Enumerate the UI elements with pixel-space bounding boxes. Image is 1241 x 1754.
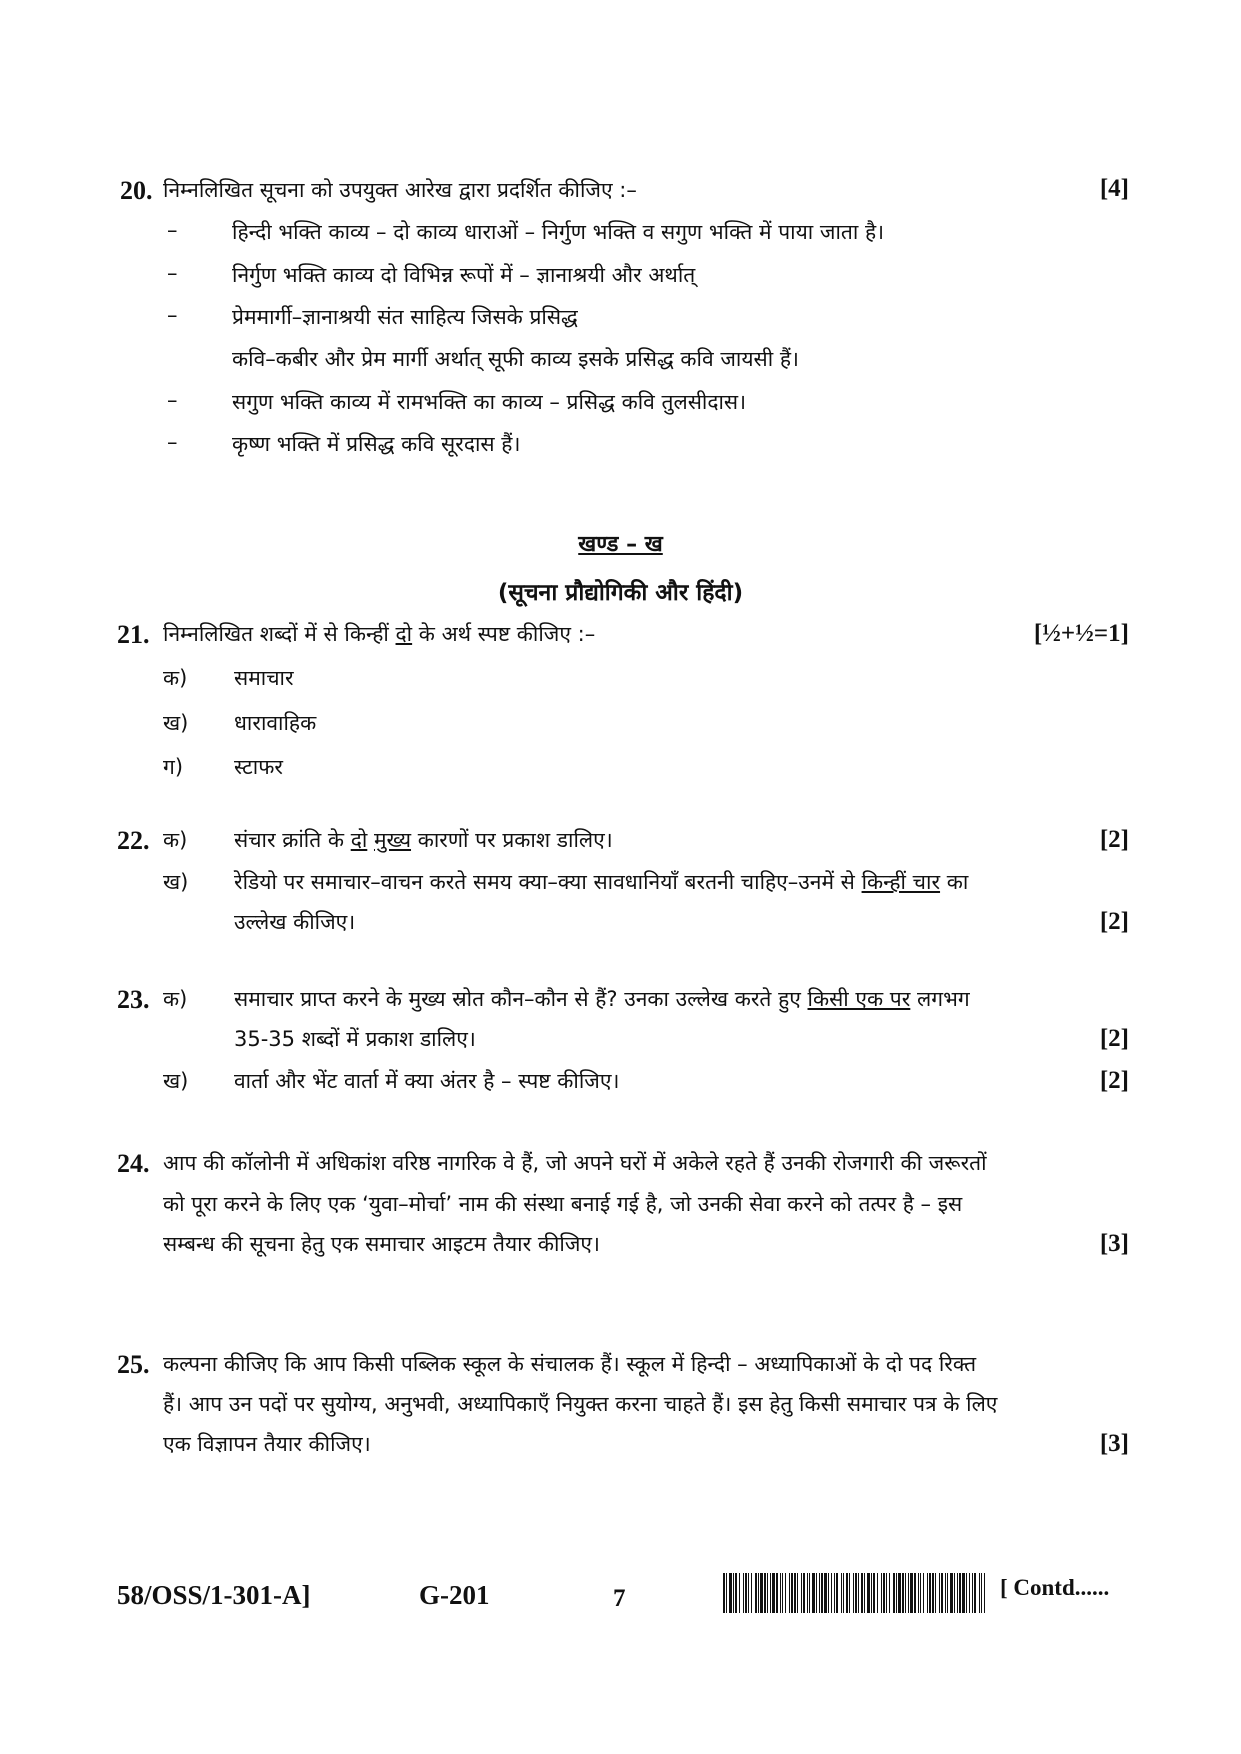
barcode-bar [735,1573,737,1613]
question-text-continued: हैं। आप उन पदों पर सुयोग्य, अनुभवी, अध्यापिकाएँ नियुक्त करना चाहते हैं। इस हेतु किसी समाचार पत्र के लिए [163,1392,998,1416]
question-marks: [½+½=1] [1033,620,1129,647]
question-text: निम्नलिखित शब्दों में से किन्हीं दो के अर्थ स्पष्ट कीजिए :– [163,622,596,646]
barcode-bar [764,1573,766,1613]
barcode-bar [858,1573,859,1613]
barcode-bar [877,1573,878,1613]
barcode-bar [770,1573,771,1613]
barcode-bar [776,1573,778,1613]
question-marks: [4] [1099,175,1129,202]
barcode-bar [785,1573,786,1613]
barcode-bar [760,1573,763,1613]
barcode-bar [881,1573,882,1613]
part-marks: [2] [1099,908,1129,935]
barcode-bar [923,1573,924,1613]
barcode-bar [824,1573,827,1613]
part-text-continued: 35-35 शब्दों में प्रकाश डालिए। [234,1027,476,1051]
barcode-bar [945,1573,946,1613]
page-number: 7 [613,1585,626,1612]
question-number: 20. [120,176,153,205]
barcode-bar [932,1573,934,1613]
barcode-bar [809,1573,810,1613]
barcode-bar [864,1573,865,1613]
question-number: 25. [117,1350,150,1379]
barcode-bar [816,1573,817,1613]
barcode-bar [929,1573,931,1613]
part-label: ख) [163,870,189,894]
barcode-bar [871,1573,872,1613]
bullet-point: हिन्दी भक्ति काव्य – दो काव्य धाराओं – निर्गुण भक्ति व सगुण भक्ति में पाया जाता है। [232,220,885,244]
option-text: स्टाफर [234,755,283,779]
barcode-bar [889,1573,890,1613]
barcode-bar [918,1573,919,1613]
barcode-bar [939,1573,940,1613]
barcode-bar [821,1573,823,1613]
barcode-bar [812,1573,815,1613]
barcode-bar [873,1573,875,1613]
bullet-dash: – [167,303,178,327]
barcode-bar [751,1573,752,1613]
barcode-bar [972,1573,973,1613]
barcode-bar [846,1573,848,1613]
option-text: समाचार [234,666,294,690]
part-text: वार्ता और भेंट वार्ता में क्या अंतर है – स्पष्ट कीजिए। [234,1069,620,1093]
barcode-bar [962,1573,965,1613]
bullet-dash: – [167,430,178,454]
barcode-image [723,1573,985,1613]
barcode-bar [947,1573,948,1613]
barcode-bar [772,1573,775,1613]
question-number: 21. [117,620,150,649]
barcode-bar [743,1573,744,1613]
barcode-bar [843,1573,844,1613]
question-marks: [3] [1099,1430,1129,1457]
question-number: 24. [117,1149,150,1178]
barcode-bar [831,1573,832,1613]
barcode-bar [780,1573,781,1613]
barcode-bar [886,1573,887,1613]
part-text-continued: उल्लेख कीजिए। [234,910,356,934]
barcode-bar [896,1573,897,1613]
barcode-bar [828,1573,829,1613]
question-text-continued: एक विज्ञापन तैयार कीजिए। [163,1432,371,1456]
barcode-bar [849,1573,850,1613]
barcode-bar [927,1573,928,1613]
question-text-continued: सम्बन्ध की सूचना हेतु एक समाचार आइटम तैयार कीजिए। [163,1232,601,1256]
barcode-bar [791,1573,793,1613]
question-marks: [3] [1099,1230,1129,1257]
barcode-bar [867,1573,870,1613]
barcode-bar [803,1573,805,1613]
barcode-bar [935,1573,936,1613]
option-text: धारावाहिक [234,711,317,735]
part-marks: [2] [1099,1067,1129,1094]
barcode-bar [733,1573,734,1613]
bullet-dash: – [167,218,178,242]
part-text: समाचार प्राप्त करने के मुख्य स्रोत कौन–कौन से हैं? उनका उल्लेख करते हुए किसी एक पर लगभग [234,987,970,1011]
barcode-bar [974,1573,976,1613]
bullet-point: प्रेममार्गी–ज्ञानाश्रयी संत साहित्य जिसके प्रसिद्ध [232,305,578,329]
barcode-bar [950,1573,953,1613]
barcode-bar [739,1573,740,1613]
barcode-bar [836,1573,838,1613]
barcode-bar [855,1573,857,1613]
part-text: रेडियो पर समाचार–वाचन करते समय क्या–क्या सावधानियाँ बरतनी चाहिए–उनमें से किन्हीं चार का [234,870,969,894]
barcode-bar [726,1573,727,1613]
barcode-bar [920,1573,921,1613]
barcode-bar [723,1573,725,1613]
barcode-bar [966,1573,967,1613]
barcode-bar [957,1573,958,1613]
paper-code: 58/OSS/1-301-A] [117,1580,311,1610]
barcode-bar [981,1573,982,1613]
continued-label: [ Contd...... [1000,1575,1110,1600]
bullet-dash: – [167,261,178,285]
option-label: ख) [163,711,189,735]
barcode-bar [979,1573,980,1613]
part-marks: [2] [1099,826,1129,853]
barcode-bar [801,1573,802,1613]
section-title: खण्ड – ख [578,532,663,557]
barcode-bar [834,1573,835,1613]
barcode-bar [853,1573,854,1613]
barcode-bar [767,1573,768,1613]
barcode-bar [782,1573,783,1613]
barcode-bar [908,1573,909,1613]
barcode-bar [893,1573,895,1613]
paper-series: G-201 [419,1580,490,1610]
barcode-bar [745,1573,747,1613]
question-number: 23. [117,985,150,1014]
question-text: निम्नलिखित सूचना को उपयुक्त आरेख द्वारा प्रदर्शित कीजिए :– [163,178,637,202]
part-marks: [2] [1099,1025,1129,1052]
barcode-bar [954,1573,955,1613]
option-label: ग) [163,755,184,779]
barcode-bar [910,1573,913,1613]
barcode-bar [807,1573,808,1613]
barcode-bar [748,1573,749,1613]
barcode-bar [794,1573,796,1613]
part-label: ख) [163,1069,189,1093]
bullet-point: कृष्ण भक्ति में प्रसिद्ध कवि सूरदास हैं। [232,432,521,456]
part-label: क) [163,987,188,1011]
bullet-point: सगुण भक्ति काव्य में रामभक्ति का काव्य – प्रसिद्ध कवि तुलसीदास। [232,390,747,414]
barcode-bar [959,1573,961,1613]
barcode-bar [905,1573,906,1613]
barcode-bar [914,1573,916,1613]
question-number: 22. [117,826,150,855]
barcode-bar [861,1573,863,1613]
option-label: क) [163,666,188,690]
barcode-bar [898,1573,901,1613]
part-text: संचार क्रांति के दो मुख्य कारणों पर प्रकाश डालिए। [234,828,613,852]
barcode-bar [841,1573,842,1613]
bullet-point: निर्गुण भक्ति काव्य दो विभिन्न रूपों में – ज्ञानाश्रयी और अर्थात् [232,263,696,287]
question-text: कल्पना कीजिए कि आप किसी पब्लिक स्कूल के संचालक हैं। स्कूल में हिन्दी – अध्यापिकाओं के दो पद रिक्त [163,1352,977,1376]
barcode-bar [789,1573,790,1613]
barcode-bar [819,1573,820,1613]
barcode-bar [941,1573,943,1613]
question-text: आप की कॉलोनी में अधिकांश वरिष्ठ नागरिक वे हैं, जो अपने घरों में अकेले रहते हैं उनकी रोजगारी की जरूरतों [163,1151,987,1175]
part-label: क) [163,828,188,852]
barcode-bar [758,1573,759,1613]
barcode-bar [902,1573,904,1613]
barcode-bar [797,1573,798,1613]
question-text-continued: को पूरा करने के लिए एक ‘युवा–मोर्चा’ नाम की संस्था बनाई गई है, जो उनकी सेवा करने को तत्पर है – इस [163,1192,963,1216]
section-subtitle: (सूचना प्रौद्योगिकी और हिंदी) [497,580,744,606]
bullet-point-continued: कवि–कबीर और प्रेम मार्गी अर्थात् सूफी काव्य इसके प्रसिद्ध कवि जायसी हैं। [232,347,799,371]
barcode-bar [883,1573,885,1613]
barcode-bar [729,1573,732,1613]
barcode-bar [755,1573,757,1613]
barcode-bar [984,1573,985,1613]
barcode-bar [969,1573,970,1613]
bullet-dash: – [167,388,178,412]
